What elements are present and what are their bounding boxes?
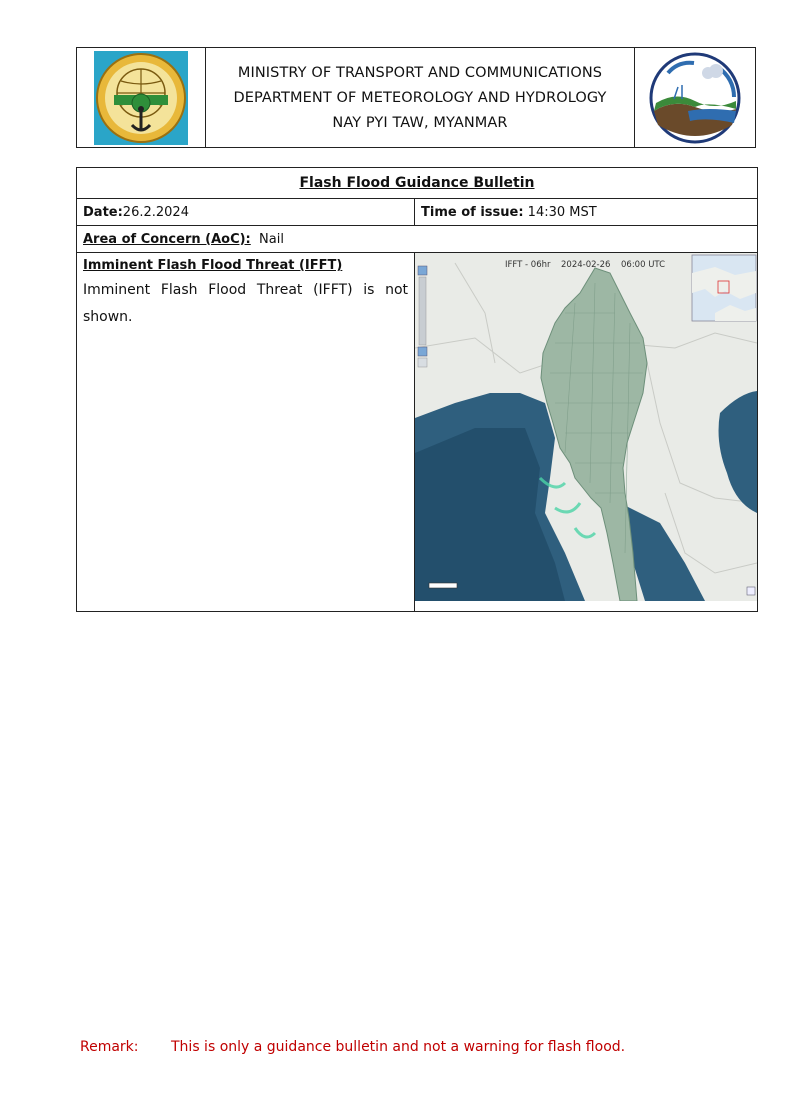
zoom-slider[interactable] bbox=[419, 277, 426, 345]
time-of-issue-label: Time of issue: bbox=[421, 204, 524, 220]
area-of-concern-value: Nail bbox=[259, 231, 284, 247]
remark-label: Remark: bbox=[80, 1039, 139, 1055]
area-of-concern-cell bbox=[77, 226, 758, 253]
ifft-map bbox=[415, 253, 757, 601]
date-cell bbox=[77, 199, 415, 226]
header-department-name: DEPARTMENT OF METEOROLOGY AND HYDROLOGY bbox=[233, 89, 607, 106]
document-header bbox=[76, 47, 756, 148]
map-title: IFFT - 06hr bbox=[505, 260, 551, 270]
header-ministry-name: MINISTRY OF TRANSPORT AND COMMUNICATIONS bbox=[237, 64, 603, 81]
map-zoom-controls[interactable] bbox=[418, 266, 427, 367]
time-of-issue-value: 14:30 MST bbox=[527, 204, 597, 220]
map-date: 2024-02-26 bbox=[561, 260, 611, 270]
zoom-in-icon[interactable] bbox=[418, 266, 427, 275]
ministry-emblem-icon bbox=[77, 48, 206, 147]
time-of-issue-cell bbox=[415, 199, 758, 226]
ifft-heading: Imminent Flash Flood Threat (IFFT) bbox=[83, 258, 343, 273]
ministry-title-block bbox=[206, 48, 635, 147]
ifft-text-cell bbox=[77, 253, 415, 612]
ifft-description: Imminent Flash Flood Threat (IFFT) is not shown. bbox=[83, 282, 408, 325]
map-time: 06:00 UTC bbox=[621, 260, 666, 270]
date-label: Date: bbox=[83, 204, 123, 220]
scale-bar bbox=[429, 583, 457, 588]
overview-inset-map bbox=[692, 255, 756, 321]
bulletin-title-cell bbox=[77, 168, 758, 199]
remark-text: This is only a guidance bulletin and not a warning for flash flood. bbox=[171, 1039, 626, 1055]
remark-note bbox=[80, 1039, 625, 1055]
ifft-map-cell bbox=[415, 253, 758, 612]
bulletin-table bbox=[76, 167, 758, 612]
water-cycle-emblem-icon bbox=[635, 48, 755, 147]
zoom-out-icon[interactable] bbox=[418, 347, 427, 356]
map-export-icon[interactable] bbox=[747, 587, 755, 595]
layer-toggle-icon[interactable] bbox=[418, 358, 427, 367]
header-location: NAY PYI TAW, MYANMAR bbox=[332, 114, 508, 131]
area-of-concern-label: Area of Concern (AoC): bbox=[83, 231, 251, 247]
date-value: 26.2.2024 bbox=[122, 204, 189, 220]
bulletin-title: Flash Flood Guidance Bulletin bbox=[299, 175, 535, 191]
